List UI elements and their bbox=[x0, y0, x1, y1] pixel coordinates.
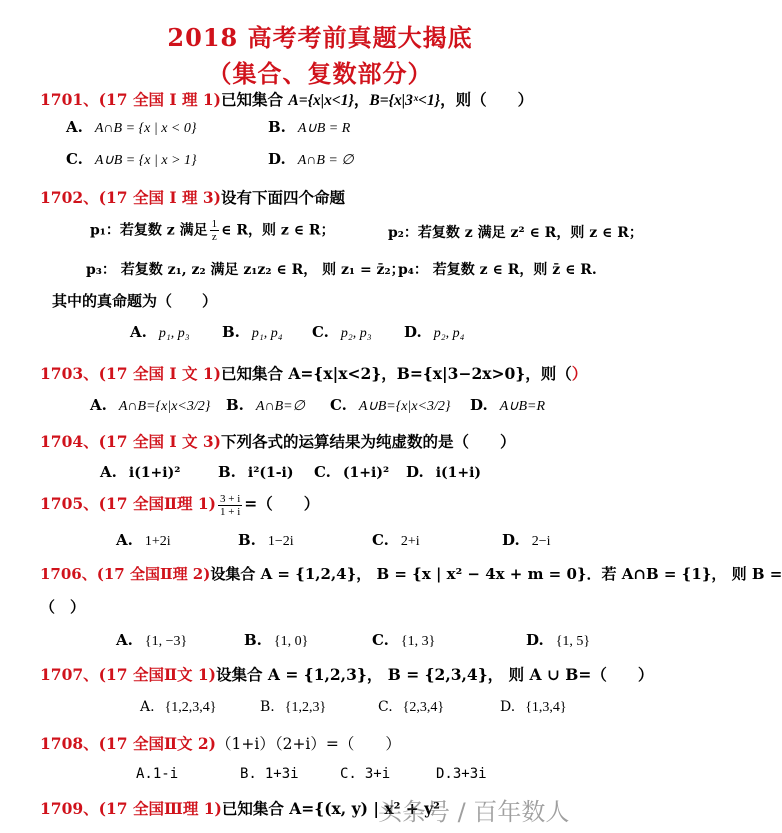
question-number: 1705、 bbox=[40, 494, 99, 513]
option-label: A. bbox=[130, 323, 147, 341]
option-c bbox=[372, 531, 420, 550]
option-text: i(1+i) bbox=[435, 465, 482, 481]
option-b bbox=[222, 323, 283, 342]
question-tail: =（ ） bbox=[244, 494, 320, 513]
option-label: A. bbox=[100, 463, 117, 481]
option-text: {2,3,4} bbox=[402, 700, 445, 715]
option-text: A∩B = ∅ bbox=[297, 153, 354, 168]
question-1707 bbox=[40, 663, 653, 685]
page-title-line1: 2018 高考考前真题大揭底 bbox=[167, 23, 473, 52]
option-label: D. bbox=[502, 531, 520, 549]
option-label: B. bbox=[226, 396, 244, 414]
option-label: C. bbox=[312, 323, 329, 341]
question-source: (17 全国 I 理 1) bbox=[98, 90, 221, 109]
option-label: C. bbox=[372, 531, 389, 549]
question-source: (17 全国Ⅲ理 1) bbox=[98, 799, 222, 818]
option-label: A. bbox=[116, 531, 133, 549]
option-label: C. bbox=[340, 766, 357, 782]
question-source: (17 全国 I 文 3) bbox=[98, 432, 221, 451]
option-label: A. bbox=[136, 766, 153, 782]
option-text: {1,2,3,4} bbox=[164, 700, 217, 715]
question-1703 bbox=[40, 362, 587, 384]
question-prompt: 其中的真命题为（ ） bbox=[52, 292, 218, 310]
option-text: (1+i)² bbox=[342, 465, 390, 481]
question-1705 bbox=[40, 492, 319, 518]
proposition-text: p₃： 若复数 z₁, z₂ 满足 z₁z₂ ∈ R， 则 z₁ = z̄₂； bbox=[86, 262, 405, 278]
option-label: D. bbox=[406, 463, 424, 481]
question-stem: 下列各式的运算结果为纯虚数的是（ ） bbox=[221, 432, 516, 451]
option-a bbox=[66, 118, 196, 137]
option-text: {1,2,3} bbox=[284, 700, 327, 715]
option-label: D. bbox=[526, 631, 544, 649]
option-label: C. bbox=[66, 150, 83, 168]
option-text: A∩B = {x | x < 0} bbox=[94, 121, 197, 136]
option-text: 2+i bbox=[400, 534, 420, 549]
question-source: (17 全国Ⅱ文 1) bbox=[98, 665, 217, 684]
comma: ， bbox=[353, 90, 370, 109]
option-label: C. bbox=[372, 631, 389, 649]
option-c bbox=[372, 631, 435, 650]
option-c bbox=[330, 396, 451, 415]
option-text: p₂, p₄ bbox=[433, 326, 465, 341]
option-a bbox=[116, 531, 171, 550]
answer-paren: ） bbox=[486, 90, 534, 109]
option-text: {1,3,4} bbox=[525, 700, 567, 715]
question-1708 bbox=[40, 732, 401, 754]
option-text: 3+3i bbox=[452, 766, 487, 782]
fraction bbox=[210, 218, 220, 243]
option-text: {1, −3} bbox=[144, 634, 188, 649]
option-label: B. bbox=[222, 323, 240, 341]
option-b bbox=[268, 118, 350, 137]
option-text: i(1+i)² bbox=[128, 465, 181, 481]
option-text: {1, 3} bbox=[400, 634, 436, 649]
option-b bbox=[218, 463, 293, 481]
option-c bbox=[66, 150, 197, 169]
question-stem: 设集合 A = {1,2,4}， B = {x | x² − 4x + m = 0}．若 A∩B = {1}， 则 B = bbox=[210, 565, 782, 583]
option-label: D. bbox=[268, 150, 286, 168]
answer-paren: （ ） bbox=[40, 598, 86, 616]
question-1704 bbox=[40, 430, 516, 452]
option-d bbox=[500, 699, 567, 716]
question-stem: （1+i）（2+i）=（ ） bbox=[216, 735, 401, 753]
option-text: 1-i bbox=[152, 766, 179, 782]
option-c bbox=[312, 323, 372, 342]
question-source: (17 全国Ⅱ理 2) bbox=[96, 565, 211, 583]
proposition-text: p₁：若复数 z 满足 bbox=[90, 222, 208, 239]
option-text: p₁, p₄ bbox=[251, 326, 283, 341]
proposition-p3 bbox=[86, 259, 405, 279]
denominator: 1 + i bbox=[220, 505, 241, 518]
option-text: 1−2i bbox=[267, 534, 294, 549]
option-label: D. bbox=[436, 766, 453, 782]
option-d bbox=[406, 463, 481, 481]
option-label: A. bbox=[116, 631, 133, 649]
option-d bbox=[526, 631, 590, 650]
option-text: p₂, p₃ bbox=[340, 326, 372, 341]
option-label: B. bbox=[238, 531, 256, 549]
option-a bbox=[116, 631, 187, 650]
option-label: B. bbox=[244, 631, 262, 649]
question-number: 1708、 bbox=[40, 734, 99, 753]
option-d bbox=[268, 150, 354, 169]
option-label: B. bbox=[240, 766, 257, 782]
question-number: 1707、 bbox=[40, 665, 99, 684]
option-a bbox=[130, 323, 190, 342]
option-label: C. bbox=[378, 699, 393, 715]
option-label: A. bbox=[140, 699, 155, 715]
question-stem: 设集合 A = {1,2,3}， B = {2,3,4}， 则 A ∪ B=（ ） bbox=[216, 665, 654, 684]
option-a bbox=[90, 396, 210, 415]
option-c bbox=[314, 463, 389, 481]
option-text: p₁, p₃ bbox=[158, 326, 190, 341]
option-text: A∪B = {x | x > 1} bbox=[94, 153, 197, 168]
denominator: z bbox=[211, 231, 217, 243]
question-1701 bbox=[40, 88, 533, 110]
question-stem: 已知集合 bbox=[221, 90, 289, 109]
option-label: C. bbox=[330, 396, 347, 414]
question-stem: 已知集合 A={x|x<2}，B={x|3−2x>0}，则（ bbox=[221, 364, 572, 383]
option-b bbox=[240, 766, 299, 782]
option-text: A∪B = R bbox=[297, 121, 351, 136]
set-b: B={x|3ˣ<1} bbox=[369, 92, 441, 109]
option-text: 2−i bbox=[531, 534, 551, 549]
question-tail: ，则（ bbox=[440, 90, 487, 109]
question-source: (17 全国Ⅱ文 2) bbox=[98, 734, 217, 753]
question-source: (17 全国 I 文 1) bbox=[98, 364, 221, 383]
option-text: {1, 5} bbox=[555, 634, 591, 649]
question-stem: 已知集合 A={(x, y) | x² + y² bbox=[221, 799, 440, 818]
watermark: 头条号 / 百年数人 bbox=[378, 798, 570, 826]
option-label: D. bbox=[470, 396, 488, 414]
proposition-tail: ∈ R，则 z ∈ R； bbox=[221, 222, 335, 239]
proposition-text: p₄： 若复数 z ∈ R，则 z̄ ∈ R. bbox=[398, 262, 597, 278]
option-text: {1, 0} bbox=[273, 634, 309, 649]
option-d bbox=[404, 323, 464, 342]
question-1706 bbox=[40, 563, 782, 584]
option-label: B. bbox=[218, 463, 236, 481]
option-d bbox=[436, 766, 487, 782]
option-c bbox=[378, 699, 444, 716]
option-b bbox=[260, 699, 326, 716]
proposition-p2 bbox=[388, 222, 643, 242]
fraction bbox=[218, 493, 242, 518]
question-number: 1702、 bbox=[40, 188, 99, 207]
option-text: i²(1-i) bbox=[247, 465, 294, 481]
option-text: A∪B=R bbox=[499, 399, 546, 414]
numerator: 3 + i bbox=[220, 492, 241, 505]
option-label: D. bbox=[404, 323, 422, 341]
option-label: A. bbox=[66, 118, 83, 136]
page-title-line2: （集合、复数部分） bbox=[207, 59, 433, 88]
numerator: 1 bbox=[211, 218, 218, 230]
question-number: 1709、 bbox=[40, 799, 99, 818]
question-number: 1704、 bbox=[40, 432, 99, 451]
option-text: 3+i bbox=[364, 766, 391, 782]
proposition-p4 bbox=[398, 259, 597, 279]
option-b bbox=[238, 531, 294, 550]
proposition-text: p₂：若复数 z 满足 z² ∈ R，则 z ∈ R； bbox=[388, 225, 643, 241]
option-text: A∪B={x|x<3/2} bbox=[358, 399, 451, 414]
question-number: 1706、 bbox=[40, 565, 97, 583]
option-label: C. bbox=[314, 463, 331, 481]
option-text: A∩B=∅ bbox=[255, 399, 305, 414]
option-b bbox=[244, 631, 308, 650]
option-b bbox=[226, 396, 305, 415]
answer-paren: ） bbox=[571, 364, 588, 383]
option-a bbox=[136, 766, 178, 782]
option-text: A∩B={x|x<3/2} bbox=[118, 399, 211, 414]
option-c bbox=[340, 766, 390, 782]
option-d bbox=[502, 531, 551, 550]
option-text: 1+2i bbox=[144, 534, 171, 549]
option-label: A. bbox=[90, 396, 107, 414]
question-number: 1701、 bbox=[40, 90, 99, 109]
option-text: 1+3i bbox=[264, 766, 299, 782]
option-label: D. bbox=[500, 699, 516, 715]
option-a bbox=[100, 463, 180, 481]
option-d bbox=[470, 396, 545, 415]
option-a bbox=[140, 699, 217, 716]
question-number: 1703、 bbox=[40, 364, 99, 383]
question-source: (17 全国 I 理 3) bbox=[98, 188, 221, 207]
option-label: B. bbox=[260, 699, 275, 715]
question-1702 bbox=[40, 186, 345, 208]
option-label: B. bbox=[268, 118, 286, 136]
set-a: A={x|x<1} bbox=[288, 92, 354, 109]
question-source: (17 全国Ⅱ理 1) bbox=[98, 494, 217, 513]
question-stem: 设有下面四个命题 bbox=[221, 188, 346, 207]
proposition-p1 bbox=[90, 218, 335, 243]
